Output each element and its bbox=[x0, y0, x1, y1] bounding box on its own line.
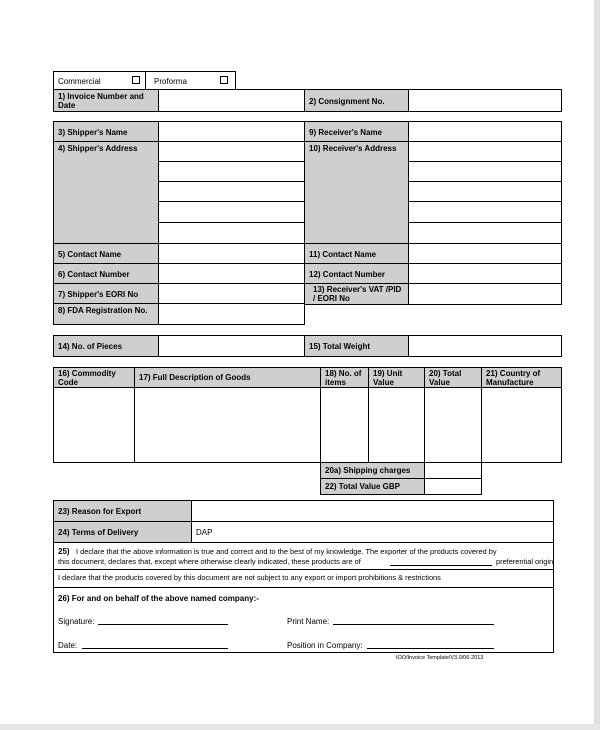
date-line[interactable] bbox=[82, 648, 228, 649]
receivers-name-label-cell bbox=[304, 121, 409, 142]
shippers-eori-label-cell bbox=[53, 283, 159, 304]
commercial-cell bbox=[53, 71, 146, 90]
shippers-address-line-3[interactable] bbox=[158, 181, 305, 202]
receivers-name-label: 9) Receiver's Name bbox=[309, 128, 383, 137]
declaration-line-2: this document, declares that, except where otherwise clearly indicated, these products are of bbox=[58, 557, 361, 566]
proforma-label: Proforma bbox=[154, 77, 187, 86]
description-cell[interactable] bbox=[134, 387, 321, 463]
shipping-charges-label: 20a) Shipping charges bbox=[325, 466, 411, 475]
position-label: Position in Company: bbox=[287, 641, 363, 650]
receivers-address-label-cell bbox=[304, 141, 409, 244]
receiver-contact-name-input[interactable] bbox=[408, 243, 562, 264]
total-value-header bbox=[424, 367, 482, 388]
contact-number-label: 6) Contact Number bbox=[58, 270, 130, 279]
receiver-contact-name-label-cell bbox=[304, 243, 409, 264]
receivers-address-line-2[interactable] bbox=[408, 161, 562, 182]
pieces-label: 14) No. of Pieces bbox=[58, 342, 123, 351]
commercial-label: Commercial bbox=[58, 77, 101, 86]
receivers-address-line-3[interactable] bbox=[408, 181, 562, 202]
total-weight-label: 15) Total Weight bbox=[309, 342, 371, 351]
fda-registration-label-cell bbox=[53, 303, 159, 325]
origin-blank-line[interactable] bbox=[390, 565, 492, 566]
page-shadow-right bbox=[594, 0, 600, 730]
total-value-gbp-label-cell bbox=[320, 478, 425, 495]
receivers-vat-label: 13) Receiver's VAT /PID / EORI No bbox=[313, 285, 402, 303]
shippers-name-input[interactable] bbox=[158, 121, 305, 142]
template-reference: IOO/Invoice Template/V3.0/06-2013 bbox=[396, 655, 484, 661]
shippers-address-label: 4) Shipper's Address bbox=[58, 144, 138, 153]
unit-value-header-text: 19) Unit Value bbox=[373, 369, 403, 387]
consignment-label: 2) Consignment No. bbox=[309, 97, 385, 106]
commercial-checkbox[interactable] bbox=[132, 76, 140, 84]
commodity-code-header-text: 16) Commodity Code bbox=[58, 369, 116, 387]
receiver-contact-name-label: 11) Contact Name bbox=[309, 250, 377, 259]
page-shadow-bottom bbox=[0, 724, 600, 730]
no-of-items-header-text: 18) No. of items bbox=[325, 369, 362, 387]
total-value-gbp-label: 22) Total Value GBP bbox=[325, 482, 400, 491]
shipping-charges-label-cell bbox=[320, 462, 425, 479]
invoice-number-input[interactable] bbox=[158, 89, 305, 112]
terms-delivery-value: DAP bbox=[196, 528, 213, 537]
declaration-line-3: preferential origin bbox=[496, 557, 554, 566]
shippers-address-line-2[interactable] bbox=[158, 161, 305, 182]
contact-number-label-cell bbox=[53, 263, 159, 284]
country-cell[interactable] bbox=[481, 387, 562, 463]
receivers-vat-input[interactable] bbox=[408, 283, 562, 305]
unit-value-cell[interactable] bbox=[368, 387, 425, 463]
shippers-address-line-4[interactable] bbox=[158, 201, 305, 223]
invoice-number-label: 1) Invoice Number and Date bbox=[58, 92, 144, 110]
contact-name-label: 5) Contact Name bbox=[58, 250, 122, 259]
commodity-code-header bbox=[53, 367, 135, 388]
reason-export-label-cell bbox=[53, 500, 192, 522]
shippers-address-line-5[interactable] bbox=[158, 222, 305, 244]
signature-box bbox=[53, 587, 554, 653]
declaration-number: 25) bbox=[58, 547, 70, 556]
print-name-line[interactable] bbox=[333, 624, 494, 625]
prohibition-text: I declare that the products covered by this document are not subject to any export or import prohibitions & restrictions bbox=[58, 573, 441, 582]
country-header-text: 21) Country of Manufacture bbox=[486, 369, 541, 387]
total-value-header-text: 20) Total Value bbox=[429, 369, 462, 387]
no-of-items-cell[interactable] bbox=[320, 387, 369, 463]
shippers-name-label: 3) Shipper's Name bbox=[58, 128, 128, 137]
receivers-address-label: 10) Receiver's Address bbox=[309, 144, 397, 153]
shipping-charges-input[interactable] bbox=[424, 462, 482, 479]
fda-registration-label: 8) FDA Registration No. bbox=[58, 306, 148, 315]
receiver-contact-number-label: 12) Contact Number bbox=[309, 270, 386, 279]
terms-delivery-label: 24) Terms of Delivery bbox=[58, 528, 139, 537]
declaration-box bbox=[53, 542, 554, 570]
pieces-label-cell bbox=[53, 335, 159, 357]
total-value-cell[interactable] bbox=[424, 387, 482, 463]
shippers-eori-label: 7) Shipper's EORI No bbox=[58, 290, 139, 299]
terms-delivery-label-cell bbox=[53, 521, 192, 543]
total-weight-label-cell bbox=[304, 335, 409, 357]
unit-value-header bbox=[368, 367, 425, 388]
receivers-address-line-1[interactable] bbox=[408, 141, 562, 162]
shippers-address-line-1[interactable] bbox=[158, 141, 305, 162]
receivers-address-line-4[interactable] bbox=[408, 201, 562, 223]
consignment-input[interactable] bbox=[408, 89, 562, 112]
total-weight-input[interactable] bbox=[408, 335, 562, 357]
description-header-text: 17) Full Description of Goods bbox=[139, 373, 251, 382]
receiver-contact-number-input[interactable] bbox=[408, 263, 562, 284]
no-of-items-header bbox=[320, 367, 369, 388]
shippers-name-label-cell bbox=[53, 121, 159, 142]
shippers-eori-input[interactable] bbox=[158, 283, 305, 304]
reason-export-label: 23) Reason for Export bbox=[58, 507, 142, 516]
declaration-line-1: I declare that the above information is true and correct and to the best of my knowledge. The exporter of the products covered by bbox=[76, 547, 497, 556]
date-label: Date: bbox=[58, 641, 78, 650]
receiver-contact-number-label-cell bbox=[304, 263, 409, 284]
reason-export-input[interactable] bbox=[191, 500, 554, 522]
invoice-number-label-cell bbox=[53, 89, 159, 112]
position-line[interactable] bbox=[367, 648, 494, 649]
behalf-label: 26) For and on behalf of the above named company:- bbox=[58, 594, 259, 603]
country-header bbox=[481, 367, 562, 388]
contact-name-input[interactable] bbox=[158, 243, 305, 264]
description-header bbox=[134, 367, 321, 388]
receivers-name-input[interactable] bbox=[408, 121, 562, 142]
receivers-address-line-5[interactable] bbox=[408, 222, 562, 244]
fda-registration-input[interactable] bbox=[158, 303, 305, 325]
proforma-cell bbox=[145, 71, 236, 90]
contact-number-input[interactable] bbox=[158, 263, 305, 284]
signature-line[interactable] bbox=[98, 624, 228, 625]
receivers-vat-label-cell bbox=[304, 283, 409, 305]
total-value-gbp-input[interactable] bbox=[424, 478, 482, 495]
consignment-label-cell bbox=[304, 89, 409, 112]
prohibition-box bbox=[53, 569, 554, 588]
commodity-code-cell[interactable] bbox=[53, 387, 135, 463]
proforma-checkbox[interactable] bbox=[220, 76, 228, 84]
pieces-input[interactable] bbox=[158, 335, 305, 357]
contact-name-label-cell bbox=[53, 243, 159, 264]
terms-delivery-input[interactable] bbox=[191, 521, 554, 543]
shippers-address-label-cell bbox=[53, 141, 159, 244]
print-name-label: Print Name: bbox=[287, 617, 330, 626]
signature-label: Signature: bbox=[58, 617, 95, 626]
